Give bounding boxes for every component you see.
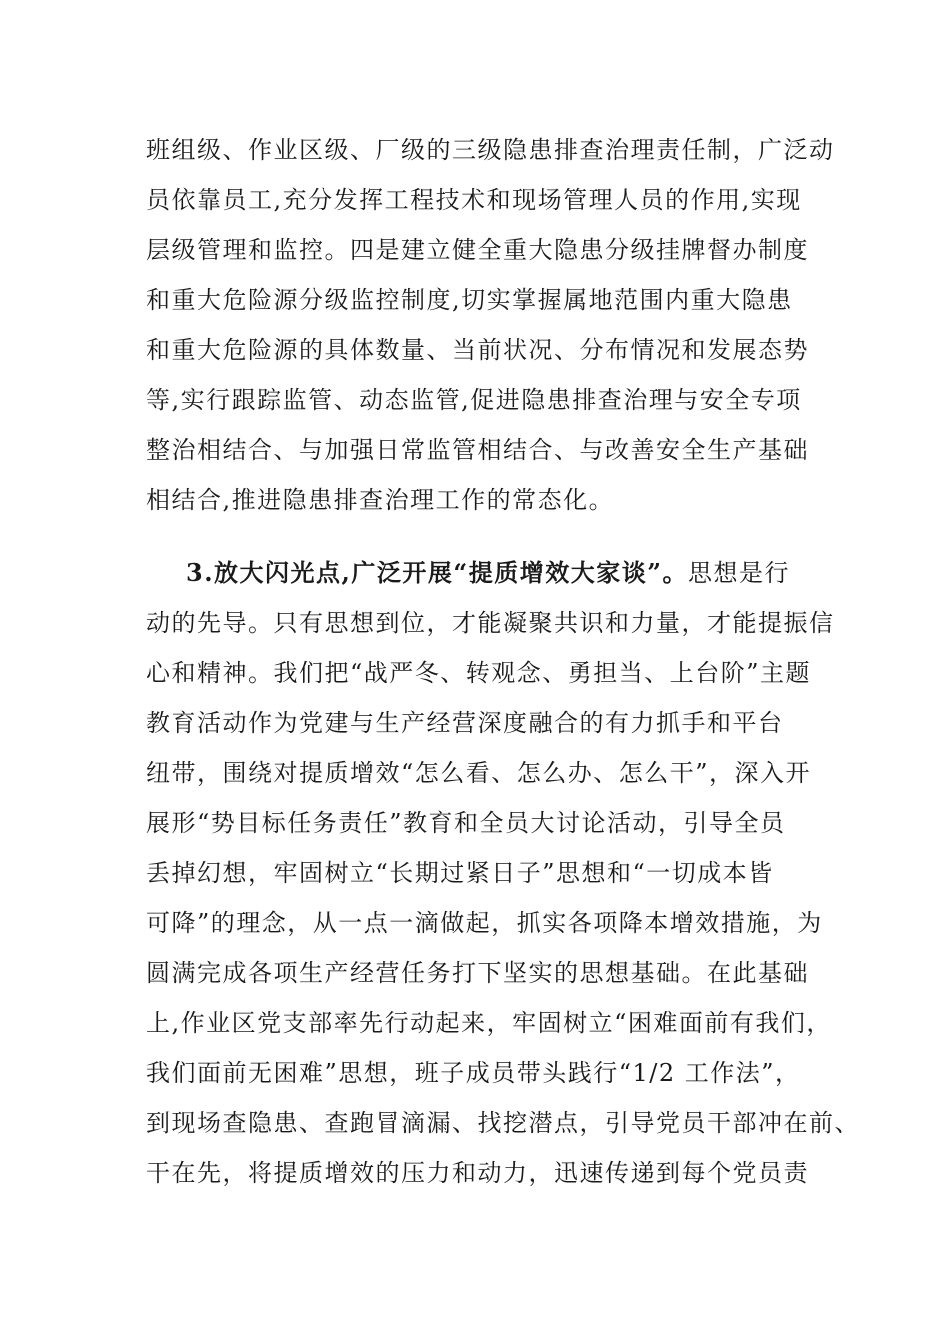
section-heading: 3.放大闪光点,广泛开展“提质增效大家谈”。 <box>186 558 689 587</box>
text-line: 整治相结合、与加强日常监管相结合、与改善安全生产基础 <box>146 436 809 464</box>
text-line: 纽带，围绕对提质增效“怎么看、怎么办、怎么干”，深入开 <box>146 759 812 787</box>
text-line: 展形“势目标任务责任”教育和全员大讨论活动，引导全员 <box>146 809 786 837</box>
text-line: 员依靠员工,充分发挥工程技术和现场管理人员的作用,实现 <box>146 186 802 214</box>
text-line: 相结合,推进隐患排查治理工作的常态化。 <box>146 486 615 514</box>
text-line: 和重大危险源分级监控制度,切实掌握属地范围内重大隐患 <box>146 286 793 314</box>
text-line: 我们面前无困难”思想，班子成员带头践行“1/2 工作法”， <box>146 1059 801 1087</box>
text-line: 心和精神。我们把“战严冬、转观念、勇担当、上台阶”主题 <box>146 659 812 687</box>
text-line: 班组级、作业区级、厂级的三级隐患排查治理责任制，广泛动 <box>146 136 835 164</box>
text-line: 可降”的理念，从一点一滴做起，抓实各项降本增效措施，为 <box>146 909 823 937</box>
text-line: 到现场查隐患、查跑冒滴漏、找挖潜点，引导党员干部冲在前、 <box>146 1109 860 1137</box>
text-line: 丢掉幻想，牢固树立“长期过紧日子”思想和“一切成本皆 <box>146 859 774 887</box>
text-line: 层级管理和监控。四是建立健全重大隐患分级挂牌督办制度 <box>146 236 809 264</box>
section-heading-line <box>186 558 790 588</box>
text-line: 等,实行跟踪监管、动态监管,促进隐患排查治理与安全专项 <box>146 386 802 414</box>
text-line: 教育活动作为党建与生产经营深度融合的有力抓手和平台 <box>146 709 784 737</box>
text-line: 圆满完成各项生产经营任务打下坚实的思想基础。在此基础 <box>146 959 809 987</box>
text-line: 动的先导。只有思想到位，才能凝聚共识和力量，才能提振信 <box>146 609 835 637</box>
text-line: 和重大危险源的具体数量、当前状况、分布情况和发展态势 <box>146 336 809 364</box>
text-line: 思想是行 <box>688 559 791 587</box>
text-line: 上,作业区党支部率先行动起来，牢固树立“困难面前有我们， <box>146 1009 832 1037</box>
text-line: 干在先，将提质增效的压力和动力，迅速传递到每个党员责 <box>146 1159 809 1187</box>
